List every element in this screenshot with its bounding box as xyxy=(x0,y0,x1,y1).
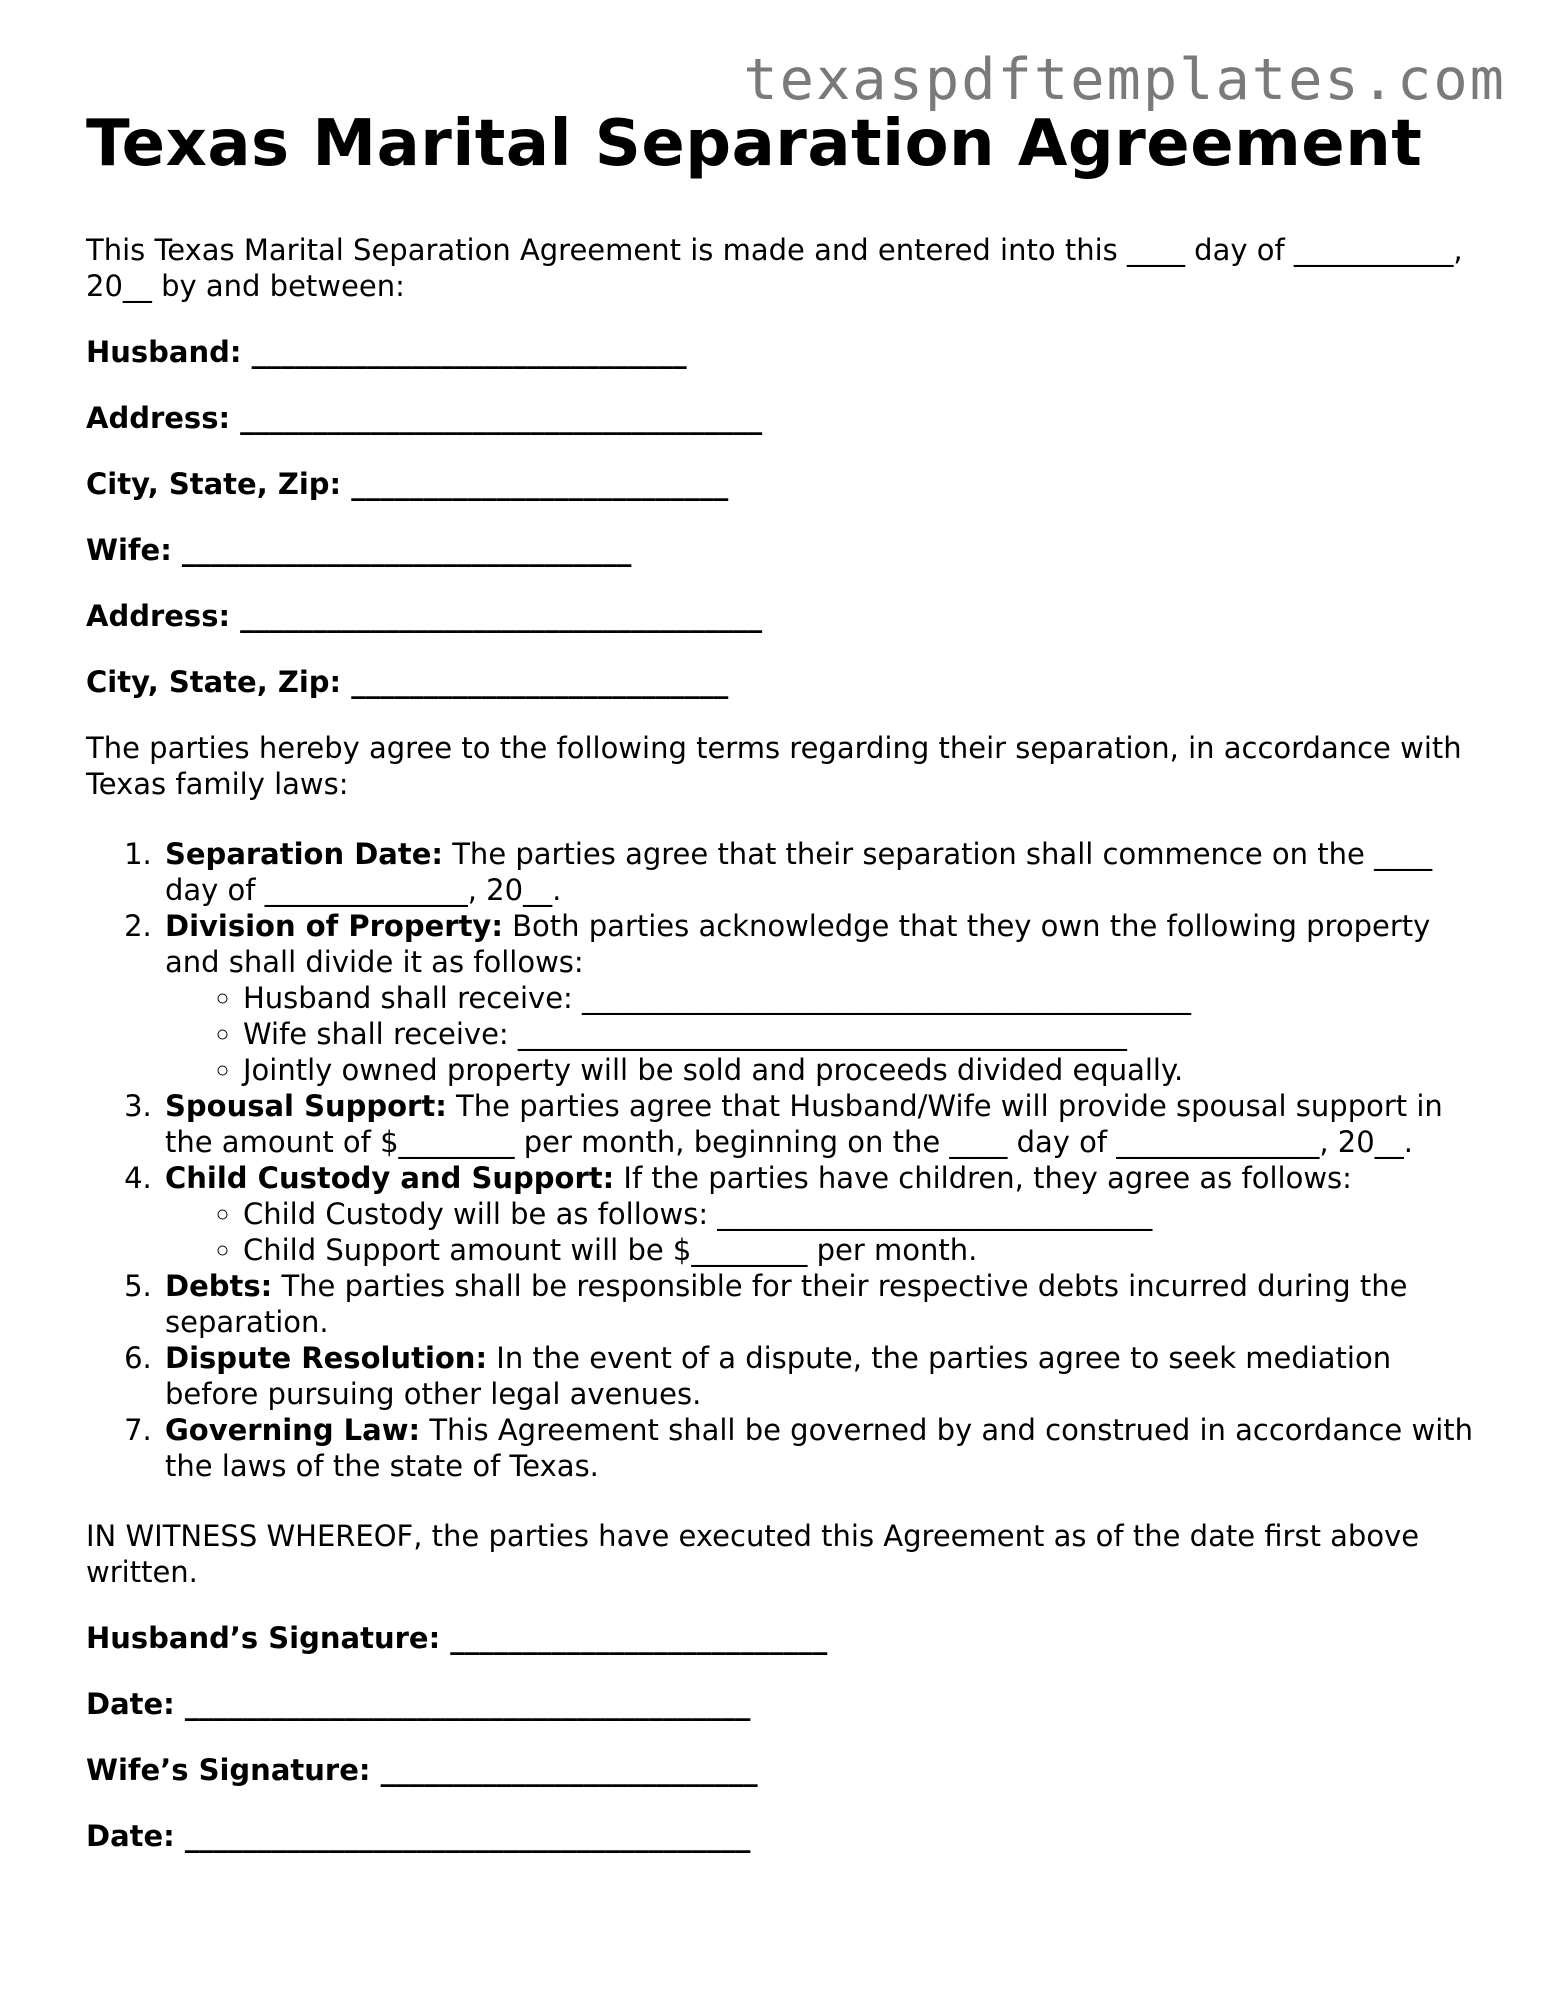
term-text: If the parties have children, they agree as follows: xyxy=(623,1160,1352,1195)
term-division-of-property xyxy=(161,908,1476,1088)
term-text: The parties agree that Husband/Wife will provide spousal support in the amount of $________ per month, beginning on the ____ day of ______________, 20__. xyxy=(165,1088,1443,1159)
terms-list xyxy=(86,836,1476,1484)
term-title: Child Custody and Support: xyxy=(165,1160,615,1195)
term-title: Debts: xyxy=(165,1268,273,1303)
term-child-custody-support xyxy=(161,1160,1476,1268)
field-blank[interactable]: __________________________ xyxy=(351,466,729,501)
agreement-document xyxy=(86,108,1476,1854)
husband-address-field[interactable] xyxy=(86,400,1476,436)
property-sublist xyxy=(165,980,1476,1088)
term-title: Dispute Resolution: xyxy=(165,1340,488,1375)
list-item: ◦ Husband shall receive: __________________________________________ xyxy=(243,980,1476,1016)
wife-name-field[interactable] xyxy=(86,532,1476,568)
page-title: Texas Marital Separation Agreement xyxy=(86,107,1423,181)
term-spousal-support xyxy=(161,1088,1476,1160)
field-blank[interactable]: _______________________________ xyxy=(181,532,632,567)
list-item: ◦ Jointly owned property will be sold and proceeds divided equally. xyxy=(243,1052,1476,1088)
field-blank[interactable]: __________________________ xyxy=(351,664,729,699)
terms-intro-paragraph: The parties hereby agree to the following terms regarding their separation, in accordance with Texas family laws: xyxy=(86,730,1462,801)
field-blank[interactable]: __________________________ xyxy=(450,1620,828,1655)
husband-date-field[interactable] xyxy=(86,1686,1476,1722)
field-blank[interactable]: _______________________________________ xyxy=(184,1686,751,1721)
field-blank[interactable]: ____________________________________ xyxy=(240,400,763,435)
list-item: ◦ Child Custody will be as follows: ______________________________ xyxy=(243,1196,1476,1232)
witness-paragraph: IN WITNESS WHEREOF, the parties have executed this Agreement as of the date first above written. xyxy=(86,1518,1420,1589)
husband-name-field[interactable] xyxy=(86,334,1476,370)
field-label: Wife: xyxy=(86,532,172,567)
term-title: Governing Law: xyxy=(165,1412,421,1447)
wife-address-field[interactable] xyxy=(86,598,1476,634)
term-separation-date xyxy=(161,836,1476,908)
wife-date-field[interactable] xyxy=(86,1818,1476,1854)
field-blank[interactable]: ____________________________________ xyxy=(240,598,763,633)
wife-city-state-zip-field[interactable] xyxy=(86,664,1476,700)
husband-signature-field[interactable] xyxy=(86,1620,1476,1656)
list-item: ◦ Child Support amount will be $________ per month. xyxy=(243,1232,1476,1268)
term-title: Separation Date: xyxy=(165,836,443,871)
field-label: Address: xyxy=(86,598,231,633)
term-governing-law xyxy=(161,1412,1476,1484)
list-item: ◦ Wife shall receive: __________________________________________ xyxy=(243,1016,1476,1052)
intro-paragraph: This Texas Marital Separation Agreement is made and entered into this ____ day of ___________, 20__ by and between: xyxy=(86,232,1463,303)
field-label: Wife’s Signature: xyxy=(86,1752,371,1787)
field-blank[interactable]: ______________________________ xyxy=(251,334,687,369)
field-blank[interactable]: __________________________ xyxy=(380,1752,758,1787)
field-label: Date: xyxy=(86,1818,175,1853)
term-debts xyxy=(161,1268,1476,1340)
field-blank[interactable]: _______________________________________ xyxy=(184,1818,751,1853)
term-title: Spousal Support: xyxy=(165,1088,447,1123)
husband-city-state-zip-field[interactable] xyxy=(86,466,1476,502)
field-label: Date: xyxy=(86,1686,175,1721)
term-text: This Agreement shall be governed by and construed in accordance with the laws of the state of Texas. xyxy=(165,1412,1474,1483)
term-text: In the event of a dispute, the parties agree to seek mediation before pursuing other legal avenues. xyxy=(165,1340,1392,1411)
field-label: Husband: xyxy=(86,334,242,369)
field-label: City, State, Zip: xyxy=(86,466,342,501)
term-title: Division of Property: xyxy=(165,908,503,943)
field-label: Address: xyxy=(86,400,231,435)
custody-sublist xyxy=(165,1196,1476,1268)
site-watermark: texaspdftemplates.com xyxy=(743,47,1506,113)
field-label: Husband’s Signature: xyxy=(86,1620,441,1655)
term-dispute-resolution xyxy=(161,1340,1476,1412)
field-label: City, State, Zip: xyxy=(86,664,342,699)
term-text: The parties agree that their separation shall commence on the ____ day of ______________, 20__. xyxy=(165,836,1433,907)
term-text: The parties shall be responsible for their respective debts incurred during the separation. xyxy=(165,1268,1408,1339)
term-text: Both parties acknowledge that they own the following property and shall divide it as follows: xyxy=(165,908,1431,979)
wife-signature-field[interactable] xyxy=(86,1752,1476,1788)
